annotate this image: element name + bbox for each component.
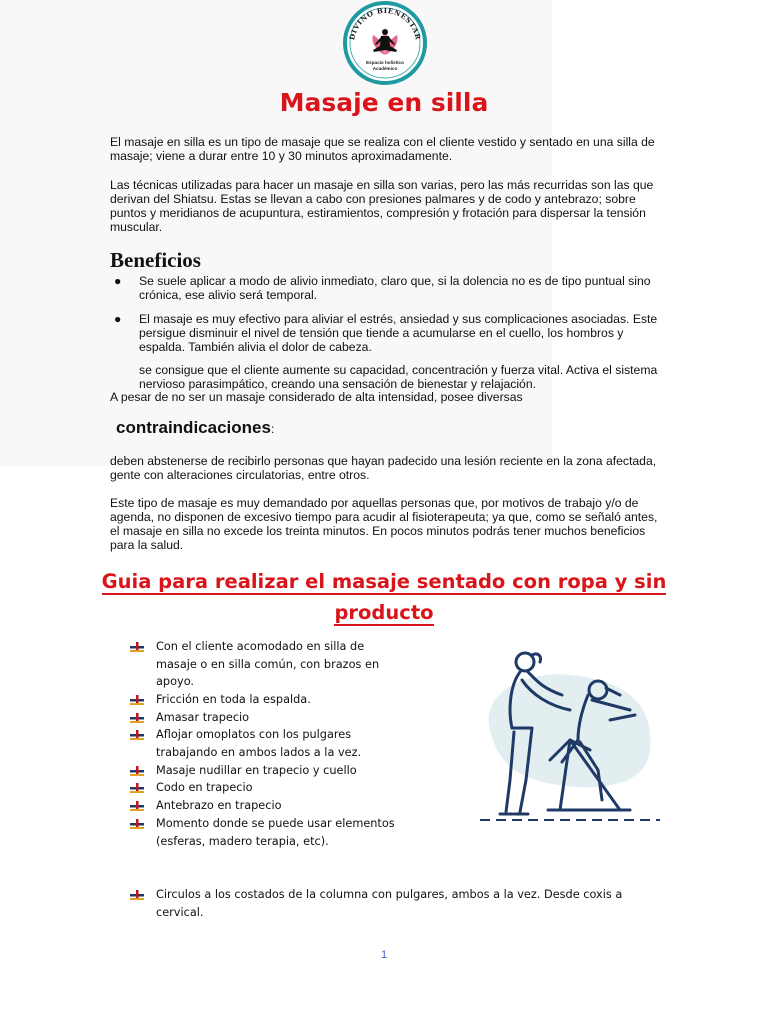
page-number: 1 <box>380 949 388 961</box>
guide-item-text: Antebrazo en trapecio <box>156 799 282 812</box>
arrow-bullet-icon <box>130 783 144 793</box>
arrow-bullet-icon <box>130 890 144 900</box>
guide-item-text: Masaje nudillar en trapecio y cuello <box>156 764 357 777</box>
guide-item-text: Codo en trapecio <box>156 781 253 794</box>
guide-item-text: Fricción en toda la espalda. <box>156 693 311 706</box>
bullet-dot-icon: ● <box>114 312 122 326</box>
guide-item-text: Amasar trapecio <box>156 711 250 724</box>
intro-paragraph-2: Las técnicas utilizadas para hacer un masaje en silla son varias, pero las más recurridas son las que derivan del Shiatsu. Estas se llevan a cabo con presiones palmares y de codo y antebrazo; sobre puntos y meridianos de acupuntura, estiramientos, compresión y frotación para dispersar la tensión muscular. <box>110 178 654 234</box>
contraindications-word: contraindicaciones <box>116 418 271 437</box>
guide-item-text: Aflojar omoplatos con los pulgares trabajando en ambos lados a la vez. <box>156 728 362 759</box>
benefits-continuation: se consigue que el cliente aumente su capacidad, concentración y fuerza vital. Activa el sistema nervioso parasimpático, creando una sensación de bienestar y relajación. <box>139 363 658 391</box>
chair-massage-illustration <box>470 640 670 825</box>
arrow-bullet-icon <box>130 642 144 652</box>
guide-title <box>0 566 768 628</box>
guide-item-text: Con el cliente acomodado en silla de masaje o en silla común, con brazos en apoyo. <box>156 640 380 689</box>
divino-bienestar-logo <box>340 0 430 86</box>
guide-item-text: Momento donde se puede usar elementos (esferas, madero terapia, etc). <box>156 817 395 848</box>
contraindications-heading <box>116 418 274 438</box>
guide-title-line-2: producto <box>334 601 434 624</box>
demand-paragraph: Este tipo de masaje es muy demandado por aquellas personas que, por motivos de trabajo y/o de agenda, no disponen de excesivo tiempo para acudir al fisioterapeuta; ya que, como se señaló antes, el masaje en silla no excede los treinta minutos. En pocos minutos podrás tener muchos beneficios para la salud. <box>110 496 658 552</box>
benefit-text: El masaje es muy efectivo para aliviar el estrés, ansiedad y sus complicaciones asociadas. Este persigue disminuir el nivel de tensión que tiende a acumularse en el cuello, los hombros y espalda. También alivia el dolor de cabeza. <box>139 312 658 354</box>
benefit-text: Se suele aplicar a modo de alivio inmediato, claro que, si la dolencia no es de tipo puntual sino crónica, ese alivio será temporal. <box>139 274 651 302</box>
arrow-bullet-icon <box>130 695 144 705</box>
contraindications-text: deben abstenerse de recibirlo personas que hayan padecido una lesión reciente en la zona afectada, gente con alteraciones circulatorias, entre otros. <box>110 454 657 482</box>
intro-paragraph-1: El masaje en silla es un tipo de masaje que se realiza con el cliente vestido y sentado en una silla de masaje; viene a durar entre 10 y 30 minutos aproximadamente. <box>110 135 655 163</box>
bullet-dot-icon: ● <box>114 274 122 288</box>
arrow-bullet-icon <box>130 766 144 776</box>
contraindications-colon: : <box>270 422 275 436</box>
page-title: Masaje en silla <box>279 88 489 117</box>
arrow-bullet-icon <box>130 713 144 723</box>
benefits-closing: A pesar de no ser un masaje considerado de alta intensidad, posee diversas <box>110 390 523 404</box>
arrow-bullet-icon <box>130 801 144 811</box>
arrow-bullet-icon <box>130 819 144 829</box>
arrow-bullet-icon <box>130 730 144 740</box>
logo-arc-text: DIVINO BIENESTAR <box>347 5 423 41</box>
logo-line2: Académico <box>372 66 398 71</box>
logo-line1: Espacio holistico <box>366 60 404 65</box>
guide-item-text: Circulos a los costados de la columna con pulgares, ambos a la vez. Desde coxis a cervical. <box>156 888 623 919</box>
benefits-heading: Beneficios <box>110 248 201 272</box>
guide-title-line-1: Guia para realizar el masaje sentado con ropa y sin <box>101 570 667 593</box>
